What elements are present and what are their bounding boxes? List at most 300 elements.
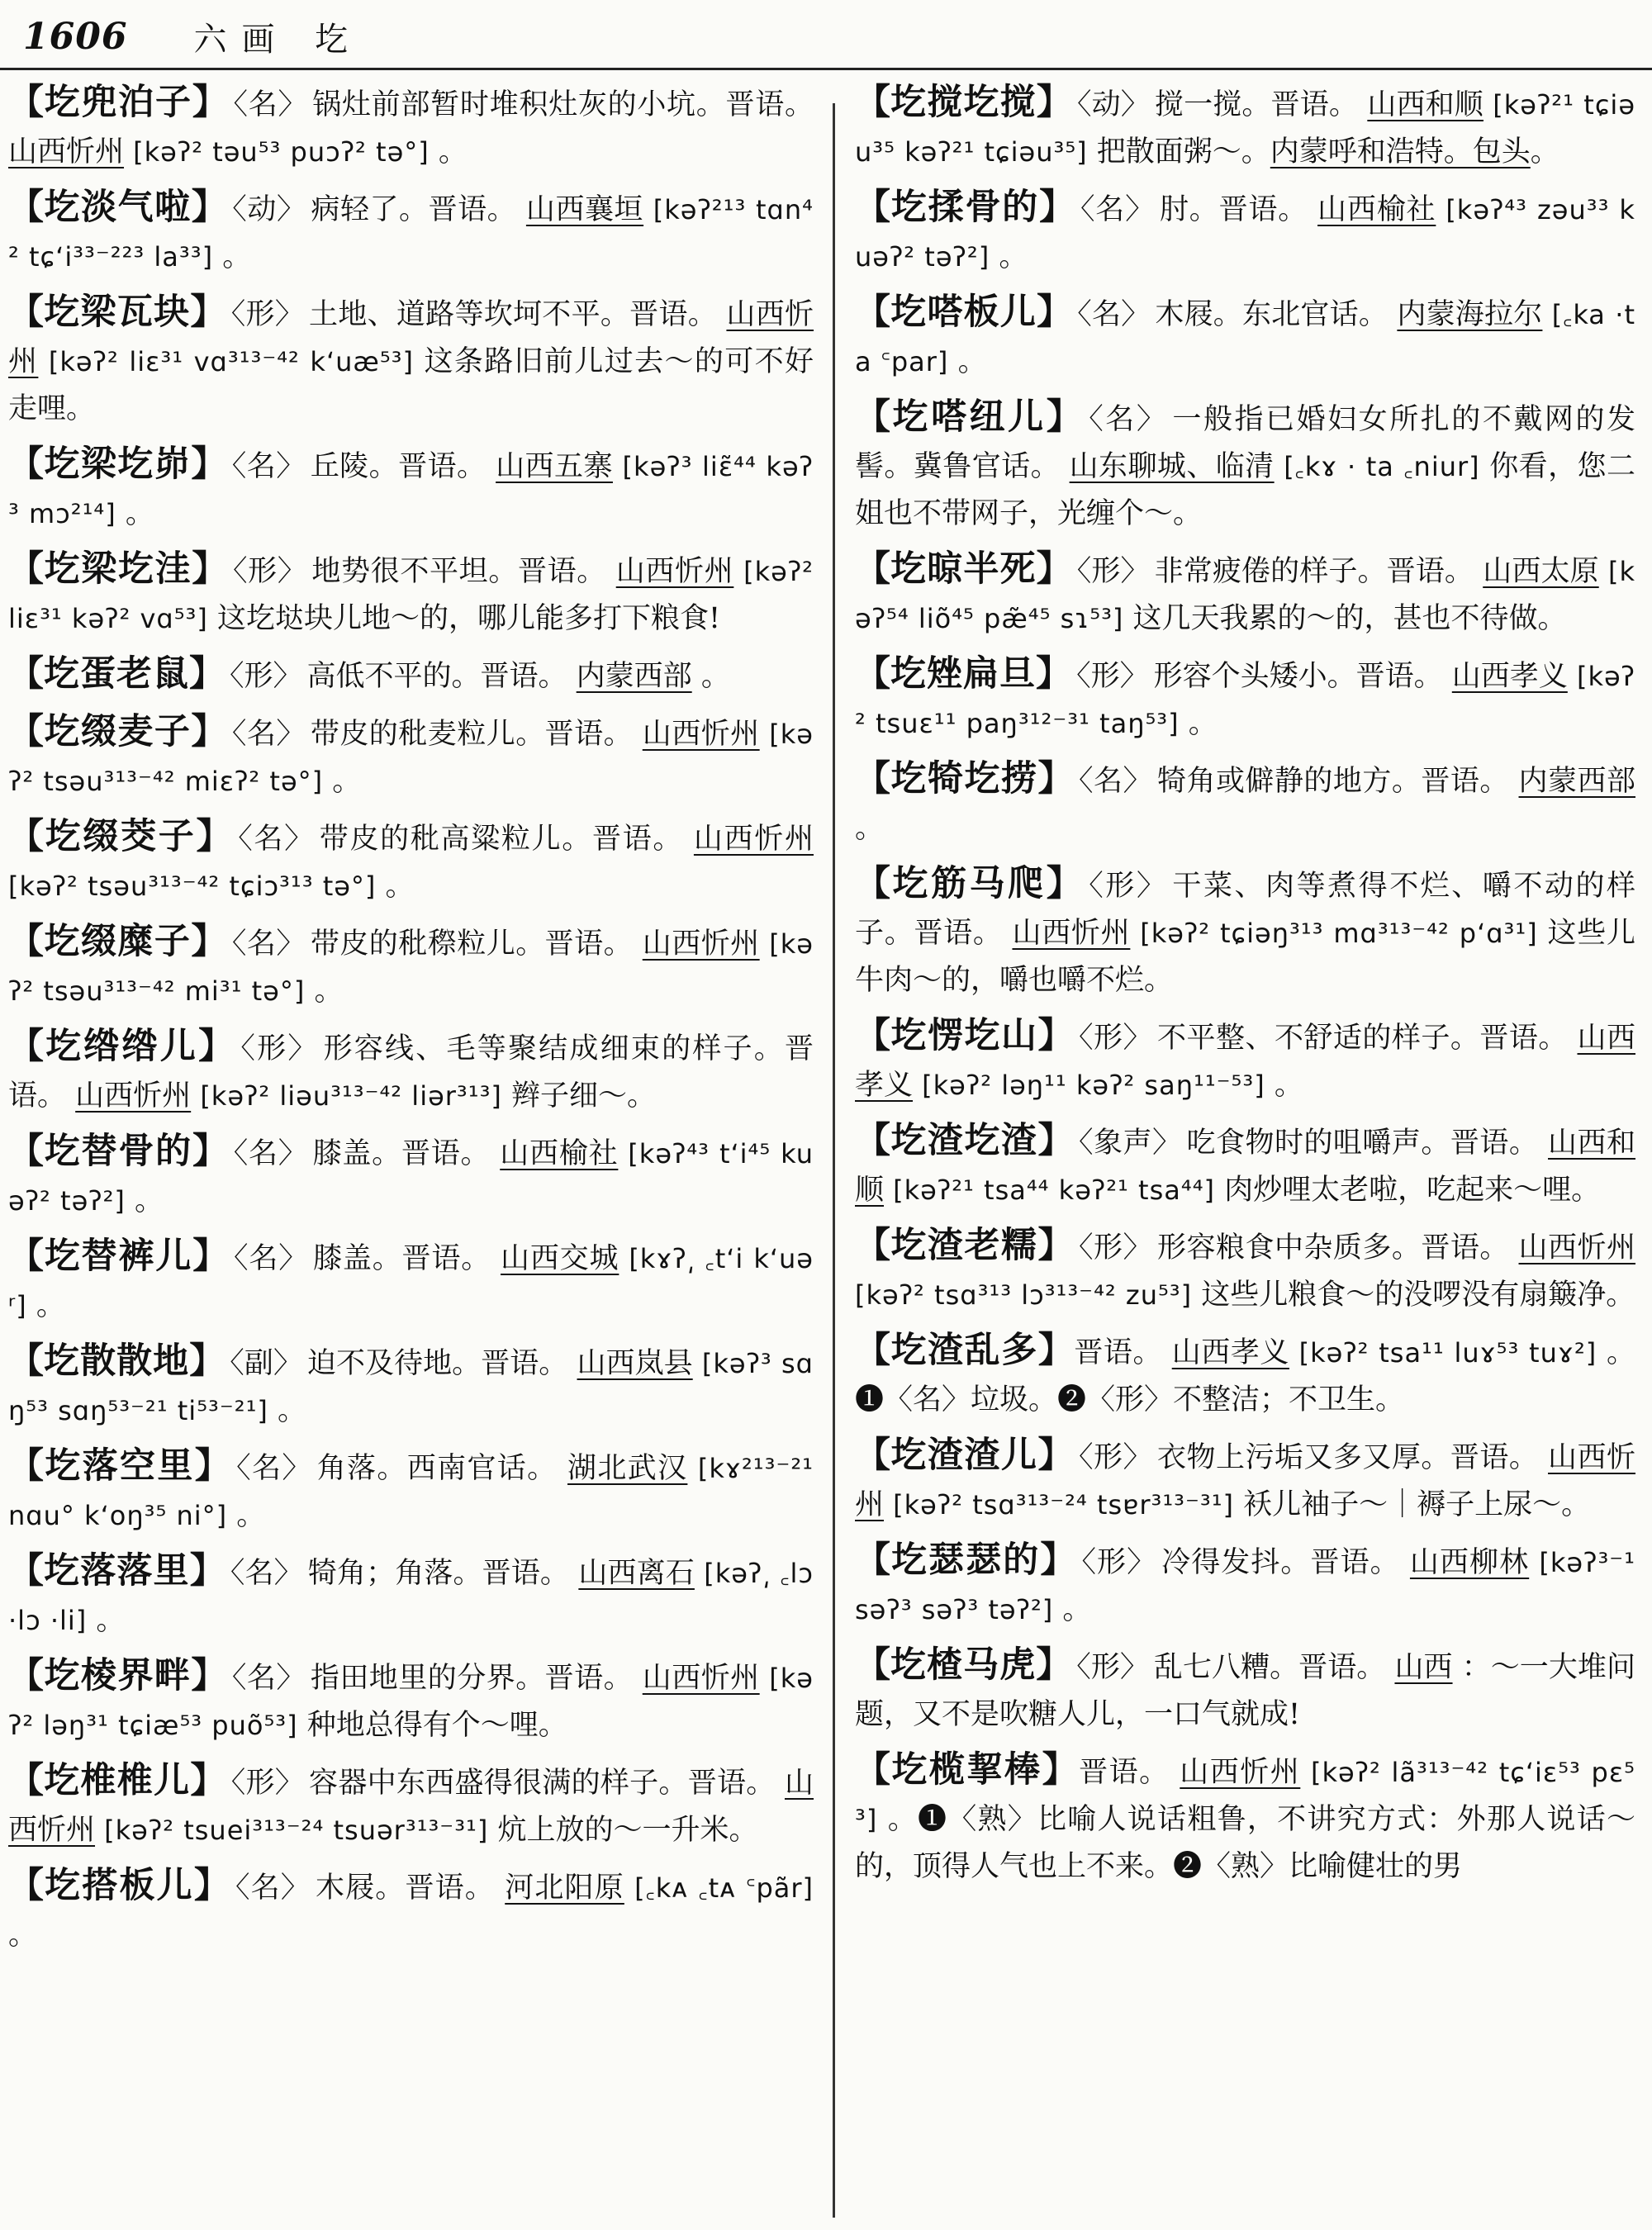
headword-bracket-open: 【	[855, 863, 893, 904]
dictionary-entry	[855, 1642, 1635, 1739]
example-text: 。	[332, 765, 362, 798]
definition: 晋语。	[1079, 1756, 1170, 1789]
headword-bracket-close: 】	[189, 1550, 225, 1592]
headword: 圪梁圪洼	[44, 548, 192, 590]
part-of-speech: 〈形〉	[240, 1032, 319, 1065]
dictionary-entry	[8, 79, 814, 176]
example-text: 。	[222, 240, 252, 273]
headword-bracket-close: 】	[1037, 292, 1073, 333]
pronunciation: [kəʔ² tsuei³¹³⁻²⁴ tsuər³¹³⁻³¹]	[104, 1815, 489, 1846]
dialect-region: 山西忻州	[642, 928, 760, 961]
part-of-speech: 〈名〉	[233, 1137, 308, 1170]
headword-bracket-close: 】	[191, 921, 227, 962]
header-rule	[0, 68, 1652, 70]
example-text: 炕上放的～一升米。	[497, 1814, 758, 1847]
headword-bracket-open: 【	[8, 187, 45, 228]
dictionary-entry	[855, 1432, 1635, 1529]
headword-bracket-open: 【	[855, 1749, 892, 1791]
headword: 圪渣渣儿	[890, 1435, 1038, 1476]
dialect-region: 山西榆社	[500, 1137, 619, 1170]
example-text: 这几天我累的～的，甚也不待做。	[1132, 602, 1567, 635]
pronunciation: [kəʔ³⁻¹ səʔ³ səʔ³ təʔ²]	[855, 1547, 1635, 1625]
headword-bracket-open: 【	[8, 711, 45, 752]
part-of-speech: 〈名〉	[231, 928, 306, 961]
definition: 吃食物时的咀嚼声。晋语。	[1186, 1127, 1539, 1160]
pronunciation: [kəʔ⁴³ zəu³³ kuəʔ² təʔ²]	[855, 194, 1635, 273]
dictionary-entry	[8, 1862, 814, 1959]
headword: 圪渣乱多	[890, 1330, 1038, 1371]
pronunciation: [kəʔ² tsəu³¹³⁻⁴² tɕiɔ³¹³ tə°]	[8, 871, 377, 902]
headword: 圪嗒板儿	[890, 292, 1037, 333]
headword-bracket-close: 】	[1037, 1225, 1074, 1266]
headword-bracket-open: 【	[855, 548, 891, 590]
dialect-region: 内蒙西部	[1518, 765, 1635, 798]
definition: 晋语。	[1074, 1336, 1163, 1369]
headword: 圪渣老糯	[890, 1225, 1038, 1266]
definition: 冷得发抖。晋语。	[1161, 1546, 1400, 1579]
section-label: 六画 圪	[193, 20, 363, 59]
headword-bracket-open: 【	[855, 1015, 891, 1056]
headword: 圪替骨的	[44, 1131, 192, 1172]
headword-bracket-close: 】	[192, 82, 229, 123]
headword: 圪梁瓦块	[44, 292, 191, 333]
example-text: 。	[36, 1289, 65, 1322]
headword-bracket-close: 】	[1037, 1435, 1074, 1476]
part-of-speech: 〈名〉	[231, 1662, 306, 1695]
dictionary-entry	[8, 709, 814, 805]
dialect-region: 山西和顺	[1367, 88, 1483, 121]
dictionary-entry	[855, 861, 1635, 1004]
dictionary-entry	[8, 184, 814, 281]
headword: 圪兜泊子	[44, 82, 192, 123]
example-text: 。	[236, 1499, 266, 1532]
part-of-speech: 〈名〉	[236, 1452, 312, 1485]
dialect-region: 山西岚县	[577, 1347, 693, 1380]
example-text: 。	[135, 1184, 164, 1217]
headword-bracket-open: 【	[8, 1550, 45, 1592]
part-of-speech: 〈名〉	[231, 450, 306, 483]
dialect-region: 山西忻州	[615, 555, 734, 588]
definition: 膝盖。晋语。	[312, 1137, 491, 1170]
pronunciation: [kəʔ² ləŋ³¹ tɕiæ⁵³ puõ⁵³]	[8, 1663, 814, 1741]
dictionary-entry	[855, 651, 1635, 747]
headword-bracket-close: 】	[193, 1865, 230, 1906]
headword: 圪梁圪峁	[44, 444, 192, 485]
headword-bracket-open: 【	[8, 1236, 45, 1277]
part-of-speech: 〈形〉	[1078, 1441, 1152, 1474]
definition: 木屐。晋语。	[315, 1872, 495, 1905]
headword-bracket-open: 【	[8, 292, 45, 333]
headword-bracket-open: 【	[855, 187, 891, 228]
part-of-speech: 〈形〉	[1076, 660, 1149, 693]
dictionary-entry	[8, 814, 814, 910]
example-text: 辫子细～。	[511, 1079, 657, 1113]
part-of-speech: 〈象声〉	[1078, 1127, 1182, 1160]
definition: 迫不及待地。晋语。	[306, 1347, 568, 1380]
headword-bracket-close: 】	[191, 711, 227, 752]
example-text: 种地总得有个～哩。	[306, 1709, 567, 1742]
headword: 圪矬扁旦	[890, 653, 1037, 695]
part-of-speech: 〈副〉	[230, 1347, 302, 1380]
example-text: 。	[8, 1919, 38, 1952]
definition: 病轻了。晋语。	[311, 193, 517, 226]
headword-bracket-close: 】	[189, 1340, 225, 1382]
example-text: 。	[438, 135, 468, 168]
dialect-region: 山西忻州	[1012, 917, 1131, 950]
headword: 圪揉骨的	[890, 187, 1040, 228]
headword-bracket-close: 】	[190, 292, 226, 333]
headword-bracket-open: 【	[855, 1644, 891, 1686]
dialect-region: 山东聊城、临清	[1069, 450, 1275, 483]
right-column	[855, 79, 1635, 2210]
dictionary-entry	[855, 1222, 1635, 1319]
dialect-region: 山西忻州	[8, 1767, 814, 1847]
headword-bracket-close: 】	[192, 1236, 230, 1277]
headword: 圪绺绺儿	[45, 1026, 199, 1067]
headword-bracket-open: 【	[855, 758, 891, 799]
headword: 圪棱界畔	[44, 1655, 192, 1696]
example-text: 袄儿袖子～｜褥子上尿～。	[1243, 1488, 1591, 1521]
example-text: ：～一大堆问题，又不是吹糖人儿，一口气就成!	[855, 1651, 1635, 1731]
headword-bracket-open: 【	[855, 1435, 891, 1476]
headword-bracket-open: 【	[8, 1760, 45, 1801]
dialect-region: 山西忻州	[642, 718, 760, 751]
headword-bracket-close: 】	[1040, 1540, 1077, 1581]
definition: 不平整、不舒适的样子。晋语。	[1156, 1022, 1568, 1055]
dialect-region: 山西柳林	[1409, 1546, 1530, 1579]
headword-bracket-open: 【	[8, 82, 45, 123]
dictionary-entry	[855, 79, 1635, 176]
headword-bracket-open: 【	[8, 548, 45, 590]
dictionary-entry	[855, 756, 1635, 852]
example-text: 把散面粥～。	[1096, 135, 1270, 168]
dialect-region: 山西孝义	[1451, 660, 1568, 693]
part-of-speech: 〈动〉	[232, 193, 306, 226]
entry-tail: 。	[1530, 135, 1559, 168]
pronunciation: [꜀ka ·ta ꜂par]	[855, 299, 1635, 377]
headword-bracket-open: 【	[8, 1026, 46, 1067]
part-of-speech: 〈名〉	[233, 88, 308, 121]
dictionary-entry	[855, 184, 1635, 281]
headword: 圪嗒纽儿	[892, 396, 1047, 438]
headword: 圪蛋老鼠	[44, 653, 189, 695]
definition: 地势很不平坦。晋语。	[311, 555, 606, 588]
dictionary-entry	[8, 1128, 814, 1225]
dialect-region: 湖北武汉	[567, 1452, 688, 1485]
dialect-region: 山西交城	[501, 1242, 620, 1275]
headword: 圪散散地	[44, 1340, 190, 1382]
headword-bracket-close: 】	[1046, 396, 1085, 438]
dialect-region: 山西孝义	[1171, 1336, 1289, 1369]
headword-bracket-open: 【	[8, 816, 45, 857]
definition: 形容线、毛等聚结成细束的样子。晋语。	[8, 1032, 814, 1113]
example-text: 。❶〈熟〉比喻人说话粗鲁，不讲究方式：外那人说话～的，顶得人气也上不来。❷〈熟〉比喻健壮的男	[855, 1803, 1635, 1883]
dialect-region: 山西榆社	[1317, 193, 1436, 226]
headword-bracket-open: 【	[855, 82, 891, 123]
headword-bracket-open: 【	[855, 653, 891, 695]
headword-bracket-close: 】	[1036, 1644, 1072, 1686]
headword-bracket-open: 【	[855, 1120, 891, 1161]
dialect-region: 山西	[1394, 1651, 1453, 1684]
headword-bracket-open: 【	[8, 1131, 45, 1172]
example-text: 。	[385, 870, 415, 903]
dialect-region: 山西忻州	[855, 1441, 1635, 1521]
headword-bracket-close: 】	[191, 187, 228, 228]
dictionary-entry	[855, 1117, 1635, 1214]
left-column	[8, 79, 814, 2210]
dialect-region: 山西忻州	[1518, 1231, 1635, 1264]
part-of-speech: 〈动〉	[1076, 88, 1150, 121]
pronunciation: [kəʔ² tsuɛ¹¹ paŋ³¹²⁻³¹ taŋ⁵³]	[855, 661, 1635, 739]
page-header	[23, 12, 363, 61]
dictionary-entry	[8, 1758, 814, 1854]
definition: 犄角或僻静的地方。晋语。	[1156, 765, 1509, 798]
example-text: 。	[1062, 1593, 1092, 1626]
dialect-region: 山西忻州	[1180, 1756, 1301, 1789]
dictionary-entry	[855, 1747, 1635, 1891]
part-of-speech: 〈形〉	[1081, 1546, 1157, 1579]
dictionary-entry	[8, 1023, 814, 1120]
dictionary-entry	[8, 651, 814, 700]
definition: 丘陵。晋语。	[310, 450, 487, 483]
pronunciation: [kəʔ³ liɛ̃⁴⁴ kəʔ³ mɔ²¹⁴]	[8, 451, 814, 529]
dialect-region: 山西忻州	[8, 298, 814, 378]
dialect-region-2: 内蒙呼和浩特。包头	[1270, 135, 1531, 168]
dialect-region: 山西忻州	[8, 135, 125, 168]
pronunciation: [kəʔ² liəu³¹³⁻⁴² liər³¹³]	[200, 1080, 502, 1112]
headword-bracket-close: 】	[1037, 758, 1074, 799]
headword-bracket-open: 【	[8, 1655, 45, 1696]
pronunciation: [kəʔ⁵⁴ liõ⁴⁵ pæ̃⁴⁵ sɿ⁵³]	[855, 556, 1635, 634]
headword: 圪缀糜子	[44, 921, 192, 962]
dictionary-entry	[855, 394, 1635, 538]
headword-bracket-open: 【	[8, 1445, 45, 1487]
definition: 锅灶前部暂时堆积灶灰的小坑。晋语。	[312, 88, 814, 121]
part-of-speech: 〈形〉	[230, 660, 302, 693]
part-of-speech: 〈形〉	[1076, 1651, 1149, 1684]
headword: 圪搅圪搅	[890, 82, 1037, 123]
definition: 指田地里的分界。晋语。	[310, 1662, 634, 1695]
definition: 木屐。东北官话。	[1155, 298, 1389, 331]
pronunciation: [kəʔ²¹ tɕiəu³⁵ kəʔ²¹ tɕiəu³⁵]	[855, 89, 1635, 168]
pronunciation: [kəʔ² ləŋ¹¹ kəʔ² saŋ¹¹⁻⁵³]	[922, 1070, 1265, 1101]
headword-bracket-close: 】	[192, 1131, 229, 1172]
dialect-region: 山西和顺	[855, 1127, 1635, 1207]
pronunciation: [kɤʔ͵ ꜀tʻi kʻuəʳ]	[8, 1243, 814, 1321]
example-text: 。	[957, 345, 987, 378]
example-text: 。	[96, 1604, 126, 1637]
headword-bracket-open: 【	[855, 292, 891, 333]
pronunciation: [kəʔ³ sɑŋ⁵³ sɑŋ⁵³⁻²¹ ti⁵³⁻²¹]	[8, 1348, 814, 1426]
dictionary-entry	[8, 1653, 814, 1749]
pronunciation: [kəʔ² tsɑ³¹³⁻²⁴ tsɐr³¹³⁻³¹]	[893, 1489, 1235, 1521]
dictionary-entry	[855, 1327, 1635, 1424]
headword: 圪楂马虎	[890, 1644, 1037, 1686]
part-of-speech: 〈名〉	[235, 1872, 311, 1905]
headword: 圪落落里	[44, 1550, 190, 1592]
headword-bracket-close: 】	[198, 1026, 236, 1067]
dictionary-entry	[855, 1013, 1635, 1109]
part-of-speech: 〈名〉	[234, 1242, 309, 1275]
definition: 带皮的秕高粱粒儿。晋语。	[319, 823, 684, 856]
headword: 圪替裤儿	[44, 1236, 193, 1277]
dialect-region: 山西太原	[1483, 555, 1599, 588]
pronunciation: [kəʔ² tsəu³¹³⁻⁴² miɛʔ² tə°]	[8, 719, 814, 797]
headword-bracket-close: 】	[1036, 653, 1072, 695]
example-text: 这条路旧前儿过去～的可不好走哩。	[8, 345, 814, 425]
headword-bracket-open: 【	[8, 653, 44, 695]
dictionary-entry	[8, 546, 814, 643]
pronunciation: [kəʔ² tsɑ³¹³ lɔ³¹³⁻⁴² zu⁵³]	[855, 1279, 1193, 1311]
headword: 圪愣圪山	[890, 1015, 1038, 1056]
headword-bracket-close: 】	[1046, 863, 1085, 904]
example-text: 。	[1274, 1069, 1303, 1102]
headword-bracket-close: 】	[191, 444, 227, 485]
part-of-speech: 〈名〉	[238, 823, 315, 856]
dictionary-entry	[855, 1537, 1635, 1634]
dictionary-entry	[8, 1548, 814, 1644]
example-text: 。	[314, 975, 344, 1008]
definition: 一般指已婚妇女所扎的不戴网的发髻。冀鲁官话。	[855, 403, 1635, 483]
pronunciation: [kɤ²¹³⁻²¹ nɑu° kʻoŋ³⁵ ni°]	[8, 1453, 814, 1531]
dialect-region: 山西忻州	[642, 1662, 760, 1695]
dialect-region: 河北阳原	[505, 1872, 624, 1905]
headword-bracket-close: 】	[1037, 1330, 1075, 1371]
headword-bracket-close: 】	[196, 816, 234, 857]
headword: 圪犄圪捞	[890, 758, 1038, 799]
dialect-region: 山西忻州	[75, 1079, 192, 1113]
part-of-speech: 〈名〉	[1077, 298, 1151, 331]
part-of-speech: 〈形〉	[1076, 555, 1150, 588]
definition: 容器中东西盛得很满的样子。晋语。	[309, 1767, 776, 1800]
pronunciation: [kəʔ⁴³ tʻi⁴⁵ kuəʔ² təʔ²]	[8, 1138, 814, 1217]
headword: 圪搭板儿	[45, 1865, 194, 1906]
definition: 土地、道路等坎坷不平。晋语。	[309, 298, 717, 331]
definition: 带皮的秕麦粒儿。晋语。	[310, 718, 634, 751]
part-of-speech: 〈形〉	[232, 555, 307, 588]
headword-bracket-close: 】	[1036, 82, 1072, 123]
column-divider	[833, 103, 835, 2218]
headword-bracket-close: 】	[1037, 1120, 1074, 1161]
definition: 角落。西南官话。	[316, 1452, 558, 1485]
headword-bracket-open: 【	[855, 396, 893, 438]
pronunciation: [kəʔ² liɛ³¹ kəʔ² vɑ⁵³]	[8, 556, 814, 634]
page-number: 1606	[23, 15, 128, 58]
dictionary-entry	[8, 1233, 814, 1330]
headword: 圪缀茭子	[45, 816, 197, 857]
definition: 形容个头矮小。晋语。	[1153, 660, 1443, 693]
definition: 乱七八糟。晋语。	[1153, 1651, 1386, 1684]
example-text: 肉炒哩太老啦，吃起来～哩。	[1224, 1174, 1601, 1207]
pronunciation: [꜀kᴀ ꜀tᴀ ꜂pãr]	[634, 1872, 814, 1904]
part-of-speech: 〈名〉	[1089, 403, 1168, 436]
part-of-speech: 〈形〉	[230, 1767, 305, 1800]
example-text: 。	[999, 240, 1028, 273]
part-of-speech: 〈名〉	[231, 718, 306, 751]
headword-bracket-close: 】	[190, 1760, 226, 1801]
pronunciation: [kəʔ² lã³¹³⁻⁴² tɕʻiɛ⁵³ pɛ⁵³]	[855, 1757, 1635, 1835]
headword: 圪榄挈棒	[891, 1749, 1042, 1791]
pronunciation: [kəʔ²¹ tsa⁴⁴ kəʔ²¹ tsa⁴⁴]	[893, 1174, 1216, 1206]
headword-bracket-close: 】	[1042, 1749, 1080, 1791]
dictionary-entry	[8, 918, 814, 1015]
headword: 圪晾半死	[890, 548, 1037, 590]
pronunciation: [kəʔ² tsəu³¹³⁻⁴² mi³¹ tə°]	[8, 928, 814, 1007]
pronunciation: [kəʔ² tsa¹¹ luɤ⁵³ tuɤ²]	[1298, 1337, 1597, 1369]
part-of-speech: 〈形〉	[1078, 1022, 1152, 1055]
dialect-region: 山西五寨	[496, 450, 613, 483]
headword-bracket-open: 【	[8, 1340, 45, 1382]
headword-bracket-close: 】	[1039, 187, 1075, 228]
definition: 衣物上污垢又多又厚。晋语。	[1156, 1441, 1539, 1474]
part-of-speech: 〈名〉	[230, 1557, 303, 1590]
headword-bracket-open: 【	[8, 1865, 45, 1906]
headword-bracket-open: 【	[855, 1540, 892, 1581]
definition: 高低不平的。晋语。	[306, 660, 567, 693]
part-of-speech: 〈名〉	[1078, 765, 1152, 798]
dialect-region: 内蒙海拉尔	[1397, 298, 1543, 331]
example-text: 。	[855, 812, 885, 845]
headword-bracket-close: 】	[194, 1445, 232, 1487]
definition: 形容粮食中杂质多。晋语。	[1156, 1231, 1509, 1264]
dictionary-entry	[8, 289, 814, 433]
definition: 膝盖。晋语。	[313, 1242, 491, 1275]
example-text: 。	[125, 497, 154, 530]
headword-bracket-open: 【	[855, 1330, 891, 1371]
headword: 圪椎椎儿	[44, 1760, 191, 1801]
dictionary-entry	[8, 441, 814, 538]
headword-bracket-open: 【	[8, 921, 45, 962]
example-text: 。	[700, 660, 730, 693]
definition: 干菜、肉等煮得不烂、嚼不动的样子。晋语。	[855, 870, 1635, 950]
pronunciation: [kəʔ² liɛ³¹ vɑ³¹³⁻⁴² kʻuæ⁵³]	[48, 346, 414, 377]
dialect-region: 山西离石	[578, 1557, 695, 1590]
dialect-region: 山西孝义	[855, 1022, 1635, 1102]
example-text: 这些儿牛肉～的，嚼也嚼不烂。	[855, 917, 1635, 997]
headword-bracket-close: 】	[192, 548, 228, 590]
definition: 带皮的秕穄粒儿。晋语。	[310, 928, 634, 961]
headword-bracket-close: 】	[1037, 1015, 1074, 1056]
pronunciation: [kəʔ²¹³ tɑn⁴² tɕʻi³³⁻²²³ la³³]	[8, 194, 814, 273]
example-text: 这圪垯块儿地～的，哪儿能多打下粮食!	[216, 602, 721, 635]
pronunciation: [kəʔ² təu⁵³ puɔʔ² tə°]	[133, 136, 430, 168]
headword: 圪缀麦子	[44, 711, 192, 752]
headword-bracket-close: 】	[189, 653, 225, 695]
pronunciation: [꜀kɤ · ta ꜀niur]	[1284, 451, 1480, 482]
dialect-region: 山西襄垣	[525, 193, 644, 226]
headword: 圪筋马爬	[892, 863, 1047, 904]
example-text: 。	[1188, 707, 1218, 740]
headword: 圪淡气啦	[44, 187, 192, 228]
dialect-region: 内蒙西部	[576, 660, 692, 693]
dictionary-entry	[8, 1443, 814, 1540]
headword-bracket-open: 【	[855, 1225, 891, 1266]
dialect-region: 山西忻州	[693, 823, 814, 856]
headword-bracket-close: 】	[1036, 548, 1072, 590]
definition: 肘。晋语。	[1159, 193, 1308, 226]
part-of-speech: 〈形〉	[230, 298, 305, 331]
part-of-speech: 〈形〉	[1089, 870, 1168, 903]
headword: 圪渣圪渣	[890, 1120, 1038, 1161]
dictionary-entry	[8, 1338, 814, 1435]
definition: 搅一搅。晋语。	[1154, 88, 1359, 121]
example-text: 。	[278, 1394, 307, 1427]
headword: 圪瑟瑟的	[891, 1540, 1041, 1581]
definition: 犄角；角落。晋语。	[307, 1557, 570, 1590]
headword: 圪落空里	[45, 1445, 195, 1487]
part-of-speech: 〈名〉	[1080, 193, 1155, 226]
pronunciation: [kəʔ² tɕiəŋ³¹³ mɑ³¹³⁻⁴² pʻɑ³¹]	[1140, 918, 1538, 949]
